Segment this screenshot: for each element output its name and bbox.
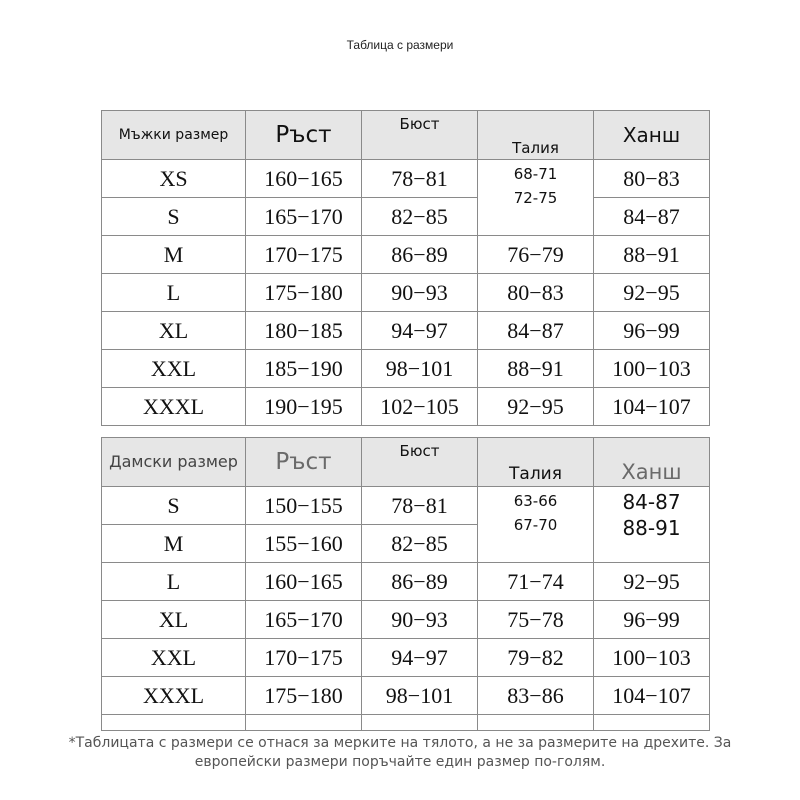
women-waist-range-2: 67-70: [513, 516, 558, 534]
table-row: [102, 160, 710, 198]
men-bust-cell: 90−93: [362, 274, 478, 312]
women-hips-range-1: 84-87: [622, 490, 681, 514]
women-size-cell: XXXL: [102, 677, 246, 715]
men-bust-cell: 98−101: [362, 350, 478, 388]
men-size-cell: XL: [102, 312, 246, 350]
women-hips-range-2: 88-91: [622, 516, 681, 540]
women-waist-cell: 79−82: [478, 639, 594, 677]
table-row: [102, 198, 710, 236]
table-row: [102, 639, 710, 677]
empty-cell: [594, 715, 710, 731]
empty-cell: [362, 715, 478, 731]
women-bust-cell: 78−81: [362, 487, 478, 525]
women-hips-cell: 92−95: [594, 563, 710, 601]
table-row: [102, 487, 710, 525]
men-bust-cell: 102−105: [362, 388, 478, 426]
men-hips-cell: 96−99: [594, 312, 710, 350]
empty-cell: [478, 715, 594, 731]
men-waist-cell: 80−83: [478, 274, 594, 312]
women-height-cell: 170−175: [246, 639, 362, 677]
women-header-height: Ръст: [246, 438, 362, 487]
women-bust-cell: 90−93: [362, 601, 478, 639]
men-size-cell: XXL: [102, 350, 246, 388]
men-size-cell: M: [102, 236, 246, 274]
table-row-empty: [102, 715, 710, 731]
men-hips-cell: 100−103: [594, 350, 710, 388]
table-row: [102, 274, 710, 312]
men-size-cell: S: [102, 198, 246, 236]
women-header-waist: Талия: [478, 438, 594, 487]
men-height-cell: 190−195: [246, 388, 362, 426]
women-size-cell: XXL: [102, 639, 246, 677]
men-height-cell: 185−190: [246, 350, 362, 388]
women-waist-merged-cell: [478, 487, 594, 563]
men-bust-cell: 82−85: [362, 198, 478, 236]
men-waist-cell: 92−95: [478, 388, 594, 426]
women-hips-cell: 100−103: [594, 639, 710, 677]
women-height-cell: 165−170: [246, 601, 362, 639]
men-bust-cell: 86−89: [362, 236, 478, 274]
women-header-bust: Бюст: [362, 438, 478, 487]
table-row: [102, 312, 710, 350]
men-size-cell: XXXL: [102, 388, 246, 426]
women-bust-cell: 82−85: [362, 525, 478, 563]
table-row: [102, 677, 710, 715]
men-hips-cell: 92−95: [594, 274, 710, 312]
men-header-hips: Ханш: [594, 111, 710, 160]
footnote-line-1: *Таблицата с размери се отнася за мерките на тялото, а не за размерите на дрехите. За: [68, 735, 732, 751]
men-waist-range-1: 68-71: [513, 165, 558, 183]
page-title: Таблица с размери: [346, 38, 454, 52]
women-bust-cell: 86−89: [362, 563, 478, 601]
men-waist-cell: 88−91: [478, 350, 594, 388]
table-row: [102, 563, 710, 601]
women-height-cell: 175−180: [246, 677, 362, 715]
women-hips-cell: 104−107: [594, 677, 710, 715]
men-hips-cell: 88−91: [594, 236, 710, 274]
women-waist-cell: 83−86: [478, 677, 594, 715]
women-height-cell: 150−155: [246, 487, 362, 525]
men-header-size: Мъжки размер: [102, 111, 246, 160]
women-size-cell: M: [102, 525, 246, 563]
women-height-cell: 155−160: [246, 525, 362, 563]
women-bust-cell: 94−97: [362, 639, 478, 677]
women-header-row: [102, 438, 710, 487]
men-waist-cell: 84−87: [478, 312, 594, 350]
men-header-bust: Бюст: [362, 111, 478, 160]
men-hips-cell: 84−87: [594, 198, 710, 236]
men-size-cell: XS: [102, 160, 246, 198]
men-height-cell: 165−170: [246, 198, 362, 236]
men-hips-cell: 104−107: [594, 388, 710, 426]
empty-cell: [102, 715, 246, 731]
men-size-cell: L: [102, 274, 246, 312]
women-waist-range-1: 63-66: [513, 492, 558, 510]
table-row: [102, 350, 710, 388]
footnote-line-2: европейски размери поръчайте един размер по-голям.: [194, 754, 606, 770]
men-waist-range-2: 72-75: [513, 189, 558, 207]
men-size-table: [101, 110, 710, 426]
footnote: [40, 734, 760, 772]
men-header-height: Ръст: [246, 111, 362, 160]
men-height-cell: 170−175: [246, 236, 362, 274]
women-hips-cell: 96−99: [594, 601, 710, 639]
women-header-size: Дамски размер: [102, 438, 246, 487]
men-waist-merged-cell: [478, 160, 594, 236]
women-height-cell: 160−165: [246, 563, 362, 601]
table-row: [102, 236, 710, 274]
women-bust-cell: 98−101: [362, 677, 478, 715]
empty-cell: [246, 715, 362, 731]
women-size-table: [101, 437, 710, 731]
women-size-cell: XL: [102, 601, 246, 639]
men-bust-cell: 78−81: [362, 160, 478, 198]
men-height-cell: 175−180: [246, 274, 362, 312]
table-row: [102, 601, 710, 639]
men-hips-cell: 80−83: [594, 160, 710, 198]
men-waist-cell: 76−79: [478, 236, 594, 274]
women-hips-merged-cell: [594, 487, 710, 563]
men-height-cell: 160−165: [246, 160, 362, 198]
women-waist-cell: 71−74: [478, 563, 594, 601]
women-size-cell: L: [102, 563, 246, 601]
table-row: [102, 388, 710, 426]
men-header-waist: Талия: [478, 111, 594, 160]
men-height-cell: 180−185: [246, 312, 362, 350]
women-waist-cell: 75−78: [478, 601, 594, 639]
men-header-row: [102, 111, 710, 160]
women-header-hips: Ханш: [594, 438, 710, 487]
women-size-cell: S: [102, 487, 246, 525]
men-bust-cell: 94−97: [362, 312, 478, 350]
